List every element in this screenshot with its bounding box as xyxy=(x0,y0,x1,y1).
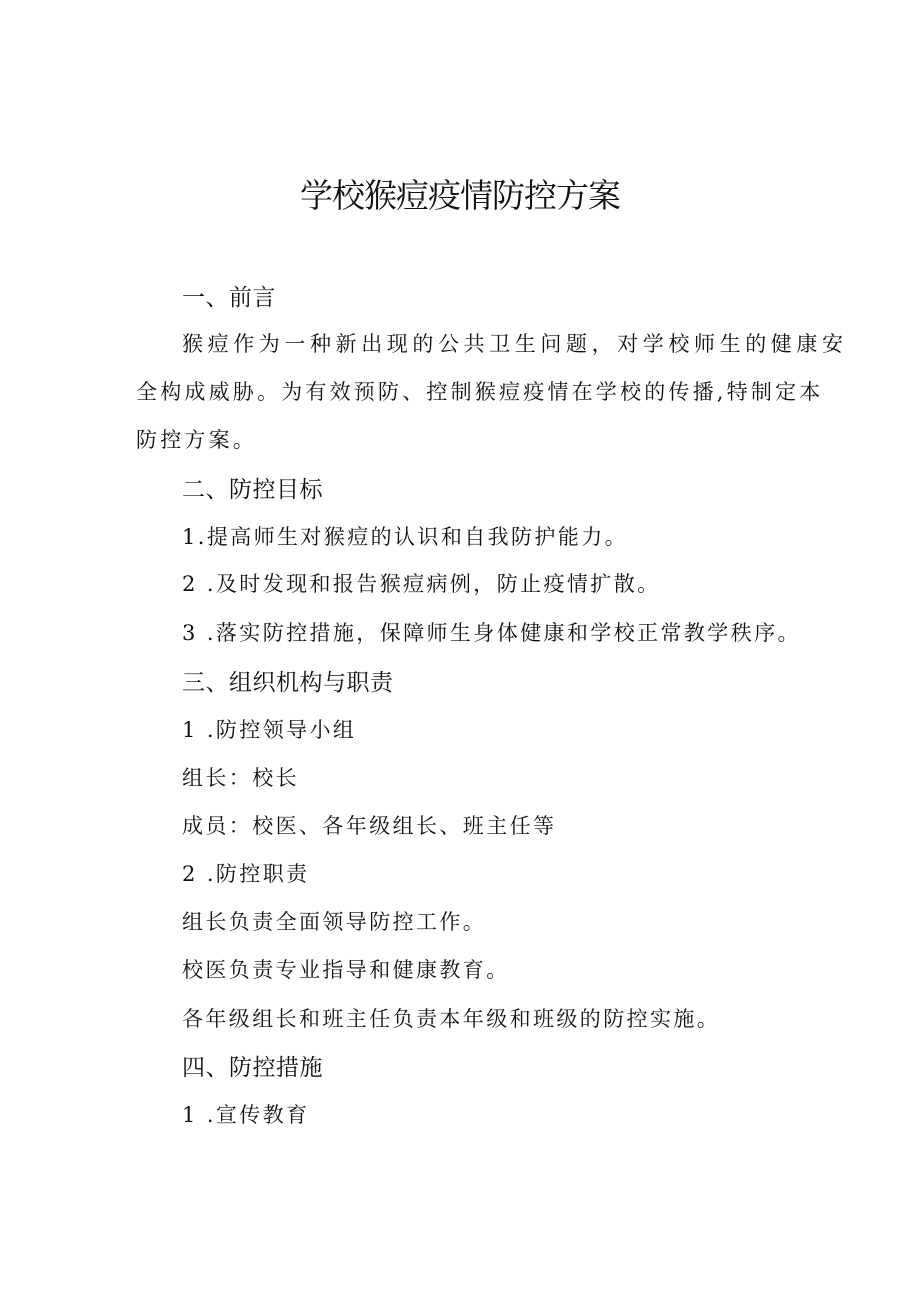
paragraph-line: 全构成威胁。为有效预防、控制猴痘疫情在学校的传播,特制定本 xyxy=(136,380,824,404)
paragraph-line: 防控方案。 xyxy=(136,428,257,452)
section-heading-measures: 四、防控措施 xyxy=(182,1055,323,1081)
paragraph-line: 猴痘作为一种新出现的公共卫生问题，对学校师生的健康安 xyxy=(182,332,848,356)
list-item: 1.提高师生对猴痘的认识和自我防护能力。 xyxy=(182,525,629,549)
paragraph-line: 组长负责全面领导防控工作。 xyxy=(182,910,487,934)
document-title: 学校猴痘疫情防控方案 xyxy=(300,176,620,215)
list-item: 2 .防控职责 xyxy=(182,862,310,886)
list-item: 3 .落实防控措施，保障师生身体健康和学校正常教学秩序。 xyxy=(182,621,801,645)
paragraph-line: 组长：校长 xyxy=(182,766,299,790)
list-item: 2 .及时发现和报告猴痘病例，防止疫情扩散。 xyxy=(182,572,661,596)
section-heading-preface: 一、前言 xyxy=(182,285,276,311)
section-heading-goals: 二、防控目标 xyxy=(182,477,323,503)
paragraph-line: 成员：校医、各年级组长、班主任等 xyxy=(182,814,557,838)
paragraph-line: 各年级组长和班主任负责本年级和班级的防控实施。 xyxy=(182,1007,721,1031)
list-item: 1 .宣传教育 xyxy=(182,1103,310,1127)
list-item: 1 .防控领导小组 xyxy=(182,718,357,742)
paragraph-line: 校医负责专业指导和健康教育。 xyxy=(182,958,510,982)
section-heading-organization: 三、组织机构与职责 xyxy=(182,670,394,696)
